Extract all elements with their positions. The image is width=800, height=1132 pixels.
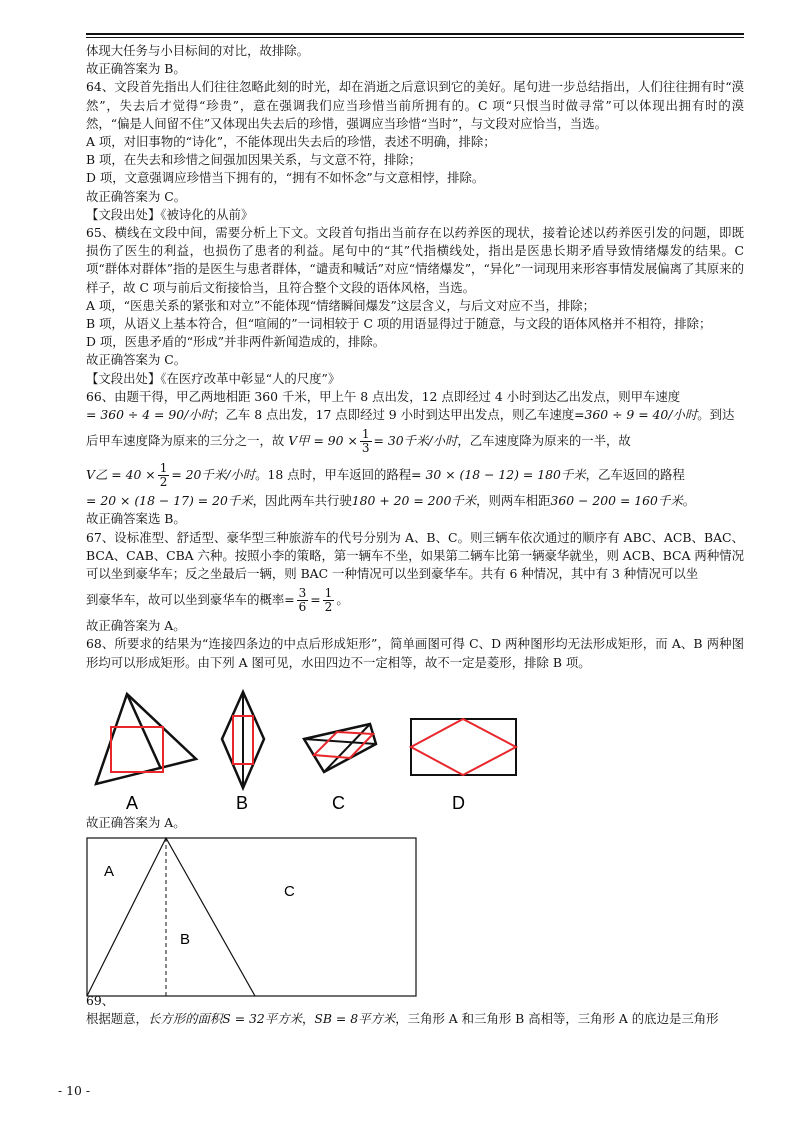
option-d-64: D 项，文意强调应珍惜当下拥有的，“拥有不如怀念”与文意相悖，排除。 xyxy=(86,170,485,186)
formula-return-yi: = 20 × (18 − 17) = 20千米 xyxy=(86,493,253,509)
page-number: - 10 - xyxy=(58,1083,91,1098)
option-d-65: D 项，医患矛盾的“形成”并非两件新闻造成的，排除。 xyxy=(86,334,386,350)
source-65: 【文段出处】《在医疗改革中彰显“人的尺度”》 xyxy=(86,370,341,386)
formula-part: = 30千米/小时 xyxy=(373,433,458,449)
fraction-three-sixths xyxy=(297,587,309,614)
figure-68-quadrilaterals xyxy=(86,684,556,814)
label-c: C xyxy=(332,792,345,813)
text-fragment: 。 xyxy=(336,592,349,608)
formula-speed-yi: 360 ÷ 9 = 40/小时 xyxy=(584,407,698,423)
label-b: B xyxy=(236,792,249,813)
numerator: 1 xyxy=(159,461,168,476)
question-64: 64、文段首先指出人们往往忽略此刻的时光，却在消逝之后意识到它的美好。尾句进一步总结指出，人们往往拥有时“漠然”，失去后才觉得“珍贵”，意在强调我们应当珍惜当前所拥有的。C 项“只恨当时做寻常”可以体现出拥有时的漠然，“偏是人间留不住”又体现出失去后的珍惜，强调应当珍惜“当时”，与文段对应恰当，当选。 xyxy=(86,79,744,131)
header-rule-thin xyxy=(86,37,744,38)
formula-area-b: SB = 8平方米 xyxy=(314,1011,396,1027)
text-fragment: ；乙车 8 点出发，17 点即经过 9 小时到达甲出发点，则乙车速度= xyxy=(213,407,585,423)
figure-69-container xyxy=(86,836,744,1010)
formula-probability xyxy=(284,586,336,615)
formula-vyi xyxy=(86,461,256,490)
question-66-line2 xyxy=(86,406,744,424)
formula-rect-area: 长方形的面积S = 32平方米 xyxy=(147,1011,302,1027)
text-fragment: 根据题意， xyxy=(86,1011,148,1027)
text-fragment: 。18 点时，甲车返回的路程 xyxy=(255,467,412,483)
answer-63: 故正确答案为 B。 xyxy=(86,61,186,77)
text-fragment: 后甲车速度降为原来的三分之一，故 xyxy=(86,433,285,449)
text-fragment: 。 xyxy=(682,493,696,509)
shape-c xyxy=(304,724,376,813)
option-a-64: A 项，对旧事物的“诗化”，不能体现出失去后的珍惜，表述不明确，排除； xyxy=(86,134,496,150)
text-fragment: ， xyxy=(301,1011,315,1027)
option-b-64: B 项，在失去和珍惜之间强加因果关系，与文意不符，排除； xyxy=(86,152,422,168)
question-67-probability xyxy=(86,583,744,617)
question-69-number: 69、 xyxy=(86,992,115,1008)
option-a-65: A 项，“医患关系的紧张和对立”不能体现“情绪瞬间爆发”这层含义，与后文对应不当，排除； xyxy=(86,297,596,313)
answer-65: 故正确答案为 C。 xyxy=(86,352,187,368)
numerator: 3 xyxy=(298,586,307,601)
question-68: 68、所要求的结果为“连接四条边的中点后形成矩形”，简单画图可得 C、D 两种图形均无法形成矩形，而 A、B 两种图形均可以形成矩形。由下列 A 图可见，水田四边不一定相等，故不一定是菱形，排除 B 项。 xyxy=(86,636,744,670)
denominator: 2 xyxy=(159,475,168,490)
text-fragment: 。到达 xyxy=(697,407,735,423)
formula-part: = xyxy=(310,592,321,608)
answer-68: 故正确答案为 A。 xyxy=(86,814,186,830)
answer-64: 故正确答案为 C。 xyxy=(86,188,187,204)
fraction-one-half xyxy=(323,587,335,614)
text-fragment: ，则两车相距 xyxy=(476,493,551,509)
question-66-line3 xyxy=(86,424,744,458)
label-a: A xyxy=(126,792,139,813)
document-body xyxy=(86,42,744,1028)
denominator: 6 xyxy=(298,600,307,615)
formula-speed-jia: = 360 ÷ 4 = 90/小时 xyxy=(86,407,214,423)
formula-part: V乙 = 40 × xyxy=(86,467,156,483)
text-fragment: 到豪华车，故可以坐到豪华车的概率 xyxy=(86,592,285,608)
denominator: 3 xyxy=(361,441,370,456)
question-66-line1: 66、由题干得，甲乙两地相距 360 千米，甲上午 8 点出发，12 点即经过 4 小时到达乙出发点，则甲车速度 xyxy=(86,388,681,404)
numerator: 1 xyxy=(324,586,333,601)
figure-69-rectangle xyxy=(86,836,446,1010)
shape-b xyxy=(222,692,264,813)
fraction-one-half xyxy=(158,462,170,489)
question-66-line4 xyxy=(86,458,744,492)
answer-66: 故正确答案选 B。 xyxy=(86,511,186,527)
text-fragment: ，三角形 A 和三角形 B 高相等，三角形 A 的底边是三角形 xyxy=(395,1011,719,1027)
shape-d xyxy=(411,719,516,813)
text-fragment: ，因此两车共行驶 xyxy=(252,493,352,509)
text-fragment: ，乙车速度降为原来的一半，故 xyxy=(457,433,631,449)
shape-a xyxy=(96,694,196,813)
label-d: D xyxy=(452,792,465,813)
formula-vjia xyxy=(288,427,458,456)
text-fragment: ，乙车返回的路程 xyxy=(585,467,685,483)
formula-return-jia: = 30 × (18 − 12) = 180千米 xyxy=(411,467,586,483)
label-a: A xyxy=(104,863,115,881)
question-67: 67、设标准型、舒适型、豪华型三种旅游车的代号分别为 A、B、C。则三辆车依次通过的顺序有 ABC、ACB、BAC、BCA、CAB、CBA 六种。按照小李的策略，第一辆车不坐，如果第二辆车比第一辆豪华就坐，则 ACB、BCA 两种情况可以坐到豪华车；反之坐最后一辆，则 BAC 一种情况可以坐到豪华车。共有 6 种情况，其中有 3 种情况可以坐 xyxy=(86,529,744,582)
label-c: C xyxy=(284,883,295,901)
fraction-one-third xyxy=(360,428,372,455)
numerator: 1 xyxy=(361,427,370,442)
question-66-line5 xyxy=(86,492,744,510)
formula-part: V甲 = 90 × xyxy=(288,433,358,449)
formula-distance: 360 − 200 = 160千米 xyxy=(550,493,683,509)
formula-total: 180 + 20 = 200千米 xyxy=(351,493,477,509)
formula-part: = 20千米/小时 xyxy=(171,467,256,483)
answer-67: 故正确答案为 A。 xyxy=(86,618,186,634)
denominator: 2 xyxy=(324,600,333,615)
label-b: B xyxy=(180,931,191,949)
header-rule-thick xyxy=(86,33,744,35)
text-line: 体现大任务与小目标间的对比，故排除。 xyxy=(86,43,310,58)
formula-part: = xyxy=(284,592,295,608)
option-b-65: B 项，从语义上基本符合，但“喧闹的”一词相较于 C 项的用语显得过于随意，与文段的语体风格并不相符，排除； xyxy=(86,316,712,332)
question-69-line1 xyxy=(86,1010,744,1028)
question-65: 65、横线在文段中间，需要分析上下文。文段首句指出当前存在以药养医的现状，接着论述以药养医引发的问题，即既损伤了医生的利益，也损伤了患者的利益。尾句中的“其”代指横线处，指出是医患长期矛盾导致情绪爆发的结果。C 项“群体对群体”指的是医生与患者群体，“谴责和喊话”对应“情绪爆发”，“异化”一词现用来形容事情发展偏离了其原来的样子，故 C 项与前后文衔接恰当，且符合整个文段的语体风格，当选。 xyxy=(86,225,744,295)
source-64: 【文段出处】《被诗化的从前》 xyxy=(86,206,254,222)
